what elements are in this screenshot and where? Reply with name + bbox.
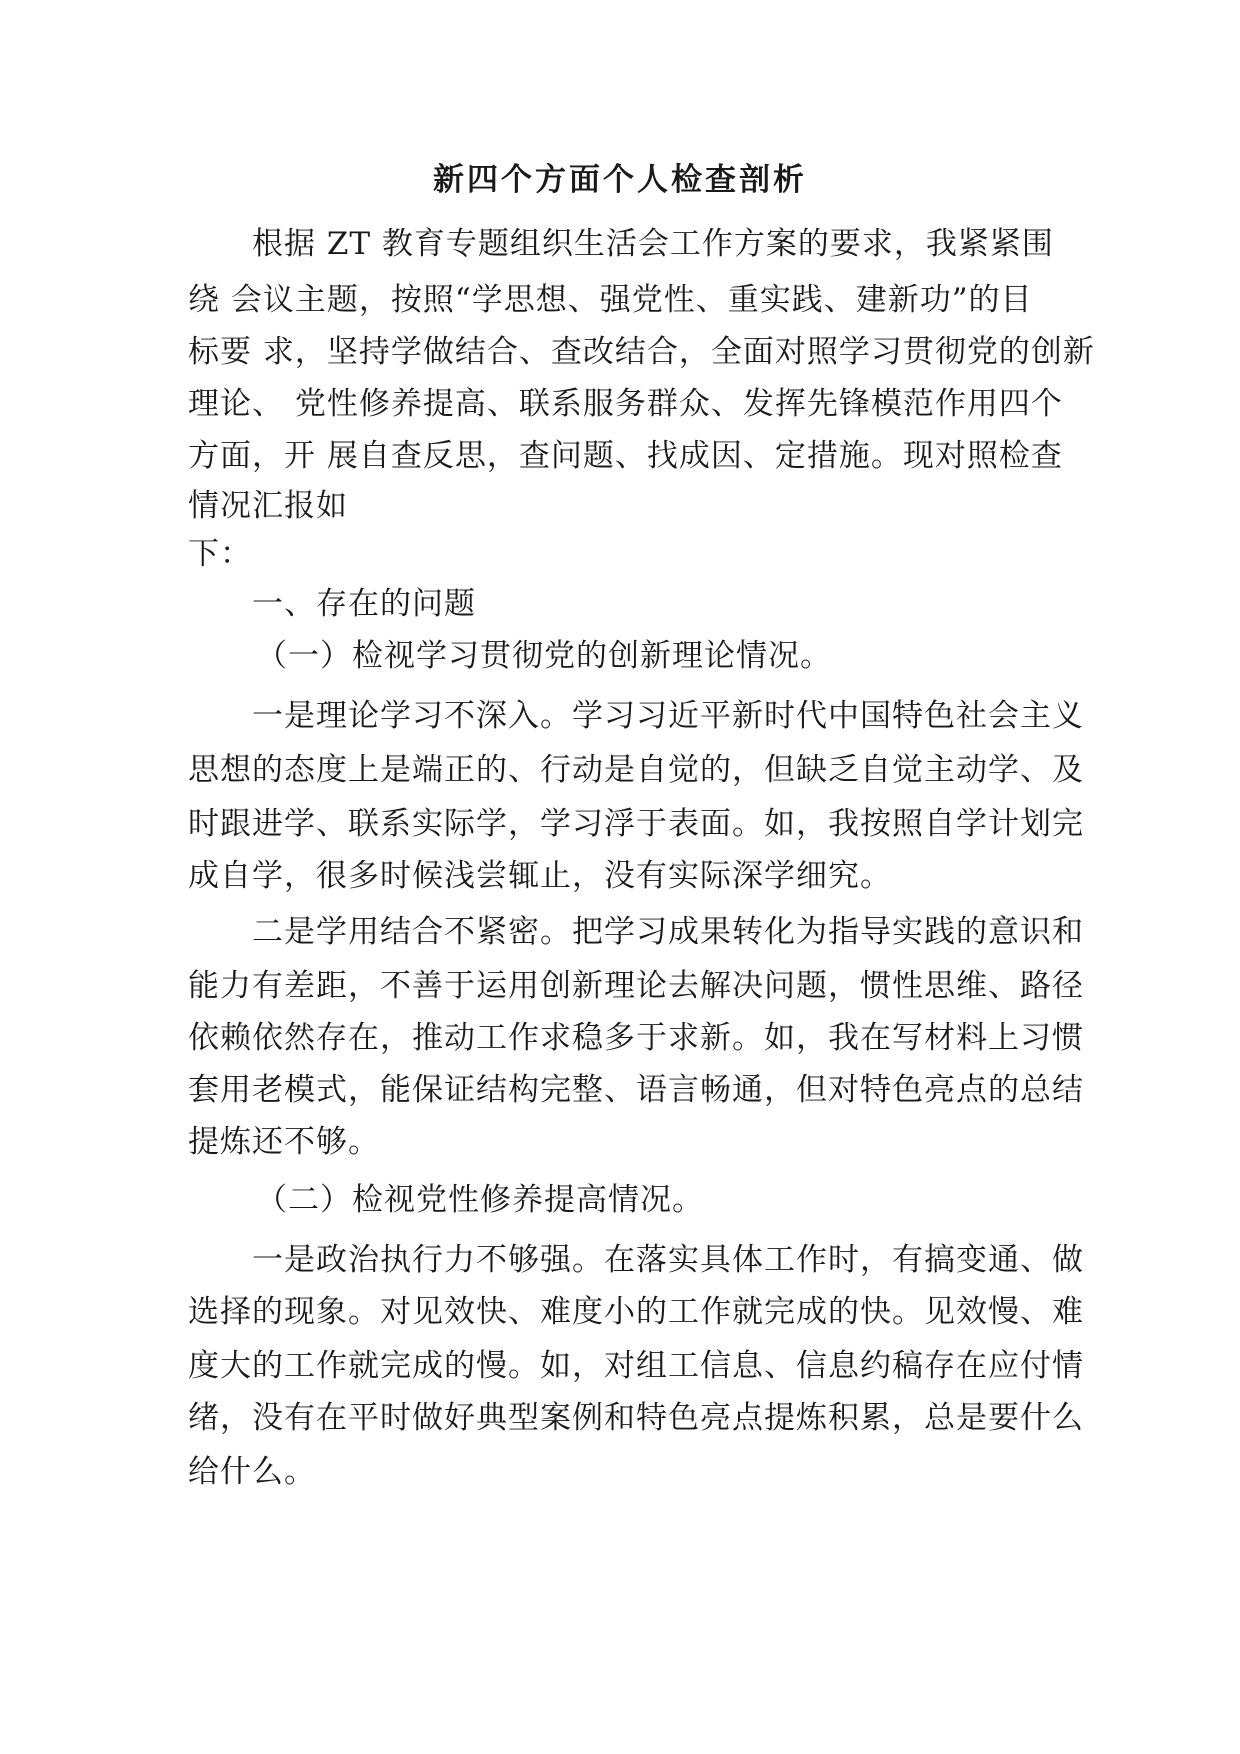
paragraph-2-line-4: 套用老模式，能保证结构完整、语言畅通，但对特色亮点的总结 xyxy=(188,1072,1084,1108)
paragraph-2-line-2: 能力有差距，不善于运用创新理论去解决问题，惯性思维、路径 xyxy=(188,968,1084,1004)
paragraph-1-line-2: 思想的态度上是端正的、行动是自觉的，但缺乏自觉主动学、及 xyxy=(188,752,1084,788)
paragraph-2-line-3: 依赖依然存在，推动工作求稳多于求新。如，我在写材料上习惯 xyxy=(188,1020,1084,1056)
paragraph-2-line-5: 提炼还不够。 xyxy=(188,1124,380,1160)
document-title: 新四个方面个人检查剖析 xyxy=(433,162,807,198)
paragraph-3-line-2: 选择的现象。对见效快、难度小的工作就完成的快。见效慢、难 xyxy=(188,1294,1084,1330)
intro-line-7: 下： xyxy=(188,536,252,572)
intro-line-3: 标要 求，坚持学做结合、查改结合，全面对照学习贯彻党的创新 xyxy=(188,334,1095,370)
paragraph-2-line-1: 二是学用结合不紧密。把学习成果转化为指导实践的意识和 xyxy=(252,914,1084,950)
section-heading-1: 一、存在的问题 xyxy=(252,586,476,622)
intro-line-6: 情况汇报如 xyxy=(188,488,348,524)
paragraph-1-line-1: 一是理论学习不深入。学习习近平新时代中国特色社会主义 xyxy=(252,698,1084,734)
paragraph-3-line-5: 给什么。 xyxy=(188,1454,316,1490)
paragraph-1-line-3: 时跟进学、联系实际学，学习浮于表面。如，我按照自学计划完 xyxy=(188,806,1084,842)
intro-line-4: 理论、 党性修养提高、联系服务群众、发挥先锋模范作用四个 xyxy=(188,386,1063,422)
intro-line-2: 绕 会议主题，按照“学思想、强党性、重实践、建新功”的目 xyxy=(188,282,1033,318)
intro-line-5: 方面，开 展自查反思，查问题、找成因、定措施。现对照检查 xyxy=(188,438,1063,474)
subsection-heading-2: （二）检视党性修养提高情况。 xyxy=(256,1182,704,1218)
paragraph-3-line-4: 绪，没有在平时做好典型案例和特色亮点提炼积累，总是要什么 xyxy=(188,1400,1084,1436)
subsection-heading-1: （一）检视学习贯彻党的创新理论情况。 xyxy=(256,638,832,674)
intro-line-1: 根据 ZT 教育专题组织生活会工作方案的要求，我紧紧围 xyxy=(252,226,1054,262)
paragraph-3-line-3: 度大的工作就完成的慢。如，对组工信息、信息约稿存在应付情 xyxy=(188,1348,1084,1384)
paragraph-1-line-4: 成自学，很多时候浅尝辄止，没有实际深学细究。 xyxy=(188,858,892,894)
paragraph-3-line-1: 一是政治执行力不够强。在落实具体工作时，有搞变通、做 xyxy=(252,1242,1084,1278)
